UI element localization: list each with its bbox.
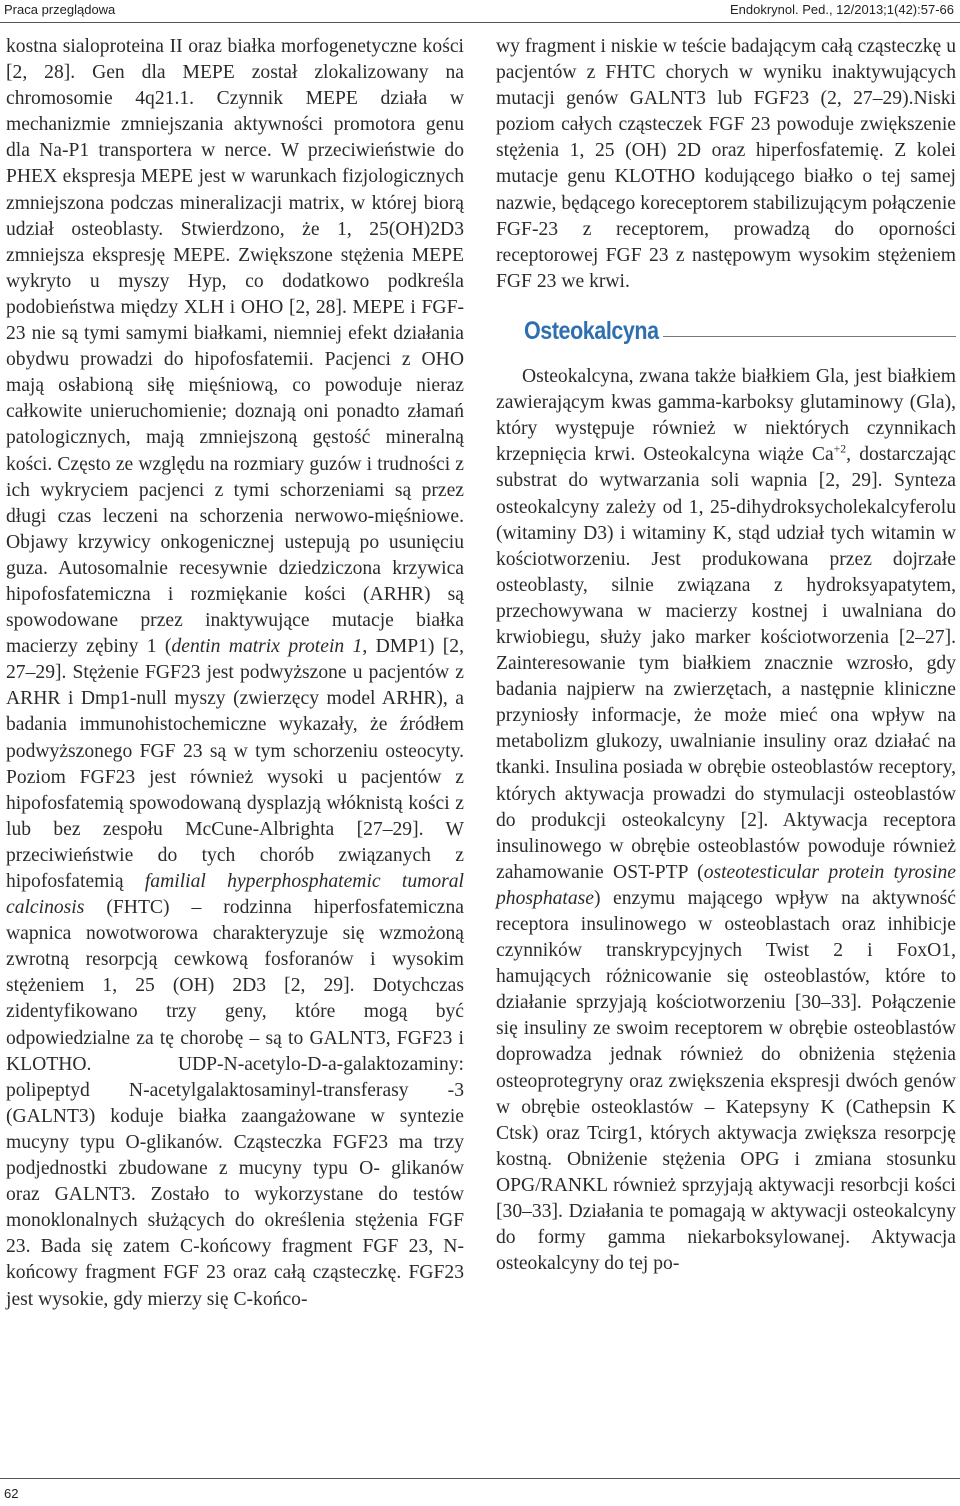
text-run: kostna sialoproteina II oraz białka morfogenetyczne kości [2, 28]. Gen dla MEPE został zlokalizowany na chromosomie 4q21.1. Czynnik MEPE działa w mechanizmie zmniejszania aktywności promotora genu dla Na-P1 transportera w nerce. W przeciwieństwie do PHEX ekspresja MEPE jest w warunkach fizjologicznych zmniejszona podczas mineralizacji matrix, w której biorą udział osteoblasty. Stwierdzono, że 1, 25(OH)2D3 zmniejsza ekspresję MEPE. Zwiększone stężenia MEPE wykryto u myszy Hyp, co dodatkowo podkreśla podobieństwa między XLH i OHO [2, 28]. MEPE i FGF-23 nie są tymi samymi białkami, niemniej efekt działania obydwu prowadzi do hipofosfatemii. Pacjenci z OHO mają osłabioną siłę mięśniową, co powoduje nieraz całkowite unieruchomienie; doznają oni ponadto złamań patologicznych, mają zmniejszoną gęstość mineralną kości. Często ze względu na rozmiary guzów i trudności z ich wykryciem pacjenci z tymi schorzeniami są przez długi czas leczeni na schorzenia nerwowo-mięśniowe. Objawy krzywicy onkogenicznej ustepują po usunięciu guza. Autosomalnie recesywnie dziedziczona krzywica hipofosfatemiczna i rozmiękanie kości (ARHR) są spowodowane przez inaktywujące mutacje białka macierzy zębiny 1 ( bbox=[6, 36, 464, 658]
text-run: ) enzymu mającego wpływ na aktywność receptora insulinowego w osteoblastach oraz inhibicje czynników transkrypcyjnych Twist 2 i FoxO1, hamujących różnicowanie się osteoblastów, które to działanie sprzyjają kościotworzeniu [30–33]. Połączenie się insuliny ze swoim receptorem w obrębie osteoblastów doprowadza jednak również do obniżenia stężenia osteoprotegryny oraz zwiększenia ekspresji dwóch genów w obrębie osteoklastów – Katepsyny K (Cathepsin K Ctsk) oraz Tcirg1, których aktywacja zwiększa resorpcję kostną. Obniżenie stężenia OPG i zmiana stosunku OPG/RANKL również sprzyjają aktywacji resorbcji kości [30–33]. Działania te pomagają w aktywacji osteokalcyny do formy gamma niekarboksylowanej. Aktywacja osteokalcyny do tej po- bbox=[496, 887, 956, 1275]
left-column bbox=[6, 34, 464, 1313]
footer-rule bbox=[0, 1478, 960, 1479]
section-title: Osteokalcyna bbox=[524, 316, 659, 345]
text-run: , DMP1) [2, 27–29]. Stężenie FGF23 jest podwyższone u pacjentów z ARHR i Dmp1-null myszy (zwierzęcy model ARHR), a badania immunohistochemiczne wykazały, że źródłem podwyższonego FGF 23 są w tym schorzeniu osteocyty. Poziom FGF23 jest również wysoki u pacjentów z hipofosfatemią spowodowaną dysplazją włóknistą kości z lub bez zespołu McCune-Albrighta [27–29]. W przeciwieństwie do tych chorób związanych z hipofosfatemią bbox=[6, 636, 464, 892]
section-heading bbox=[524, 318, 956, 344]
running-header bbox=[0, 0, 960, 22]
page-number: 62 bbox=[4, 1486, 19, 1501]
osteokalcyna-paragraph bbox=[496, 364, 956, 1277]
left-column-paragraph bbox=[6, 34, 464, 1313]
italic-term: dentin matrix protein 1 bbox=[171, 636, 363, 658]
superscript: +2 bbox=[833, 442, 847, 456]
text-run: (FHTC) – rodzinna hiperfosfatemiczna wapnica nowotworowa charakteryzuje się wzmożoną zwrotną resorpcją cewkową fosforanów i wysokim stężeniem 1, 25 (OH) 2D3 [2, 29]. Dotychczas zidentyfikowano trzy geny, które mogą być odpowiedzialne za tę chorobę – są to GALNT3, FGF23 i KLOTHO. UDP-N-acetylo-D-a-galaktozaminy: polipeptyd N-acetylgalaktosaminyl-transferasy -3 (GALNT3) koduje białka zaangażowane w syntezie mucyny typu O-glikanów. Cząsteczka FGF23 ma trzy podjednostki zbudowane z mucyny typu O- glikanów oraz GALNT3. Zostało to wykorzystane do testów monoklonalnych służących do określenia stężenia FGF 23. Bada się zatem C-końcowy fragment FGF 23, N-końcowy fragment FGF 23 oraz całą cząsteczkę. FGF23 jest wysokie, gdy mierzy się C-końco- bbox=[6, 897, 464, 1310]
text-run: , dostarczając substrat do wytwarzania soli wapnia [2, 29]. Synteza osteokalcyny zależy od 1, 25-dihydroksycholekalcyferolu (witaminy D3) i witaminy K, stąd udział tych witamin w kościotworzeniu. Jest produkowana przez dojrzałe osteoblasty, silnie związana z hydroksyapatytem, przechowywana w macierzy kostnej i uwalniana do krwiobiegu, służy jako marker kościotworzenia [2–27]. Zainteresowanie tym białkiem znacznie wzrosło, gdy badania najpierw na zwierzętach, a następnie kliniczne przyniosły informacje, że może mieć ona wpływ na metabolizm glukozy, uwalnianie insuliny oraz działać na tkanki. Insulina posiada w obrębie osteoblastów receptory, których aktywacja prowadzi do stymulacji osteoblastów do produkcji osteokalcyny [2]. Aktywacja receptora insulinowego w obrębie osteoblastów powoduje również zahamowanie OST-PTP ( bbox=[496, 444, 956, 883]
italic-term: familial hyperphosphatemic tumoral calcinosis bbox=[6, 871, 464, 919]
right-column bbox=[496, 34, 956, 1277]
article-type-label: Praca przeglądowa bbox=[4, 2, 116, 17]
text-run: Osteokalcyna, zwana także białkiem Gla, jest białkiem zawierającym kwas gamma-karboksy glutaminowy (Gla), który występuje również w niektórych czynnikach krzepnięcia krwi. Osteokalcyna wiąże Ca bbox=[496, 366, 956, 466]
text-run: wy fragment i niskie w teście badającym całą cząsteczkę u pacjentów z FHTC chorych w wyniku inaktywujących mutacji genów GALNT3 lub FGF23 (2, 27–29).Niski poziom całych cząsteczek FGF 23 powoduje zwiększenie stężenia 1, 25 (OH) 2D oraz hiperfosfatemię. Z kolei mutacje genu KLOTHO kodującego białko o tej samej nazwie, będącego koreceptorem stabilizującym połączenie FGF-23 z receptorem, prowadzą do oporności receptorowej FGF 23 z następowym wysokim stężeniem FGF 23 we krwi. bbox=[496, 36, 956, 292]
right-column-paragraph bbox=[496, 34, 956, 295]
header-rule bbox=[0, 22, 960, 23]
journal-citation: Endokrynol. Ped., 12/2013;1(42):57-66 bbox=[729, 2, 954, 17]
heading-rule bbox=[663, 336, 956, 337]
italic-term: osteotesticular protein tyrosine phosphatase bbox=[496, 861, 956, 909]
